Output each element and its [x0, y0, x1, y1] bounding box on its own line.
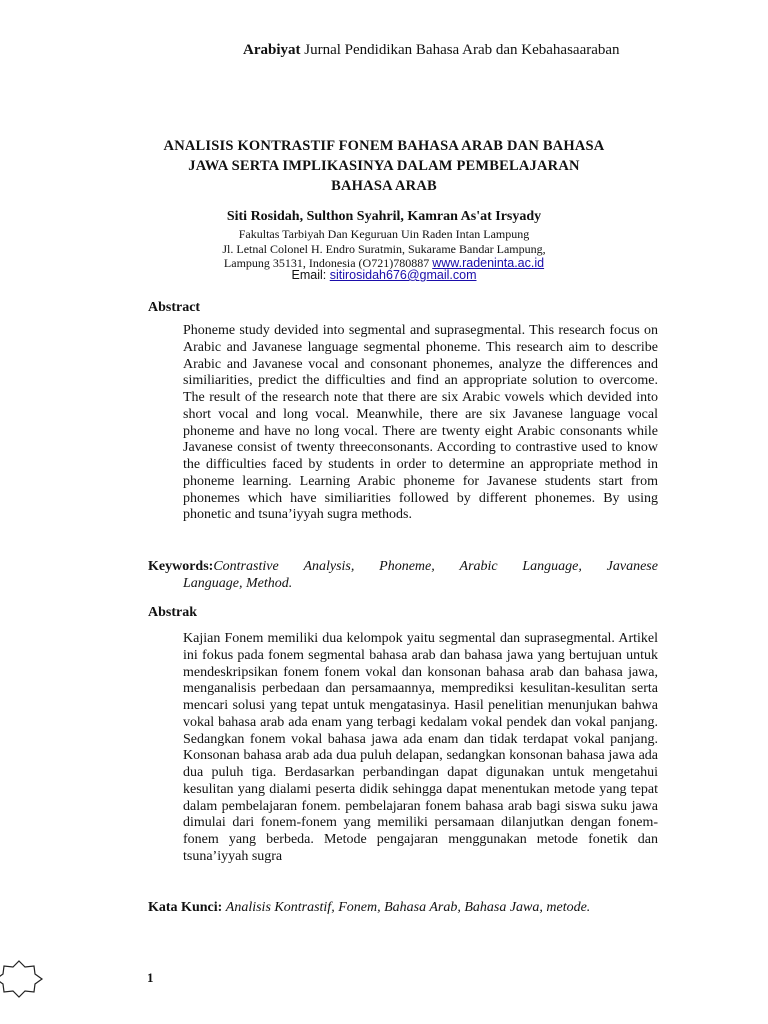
email-line [0, 268, 768, 282]
keywords [148, 559, 658, 593]
corner-ornament-icon [0, 958, 44, 1000]
affiliation-address: Lampung 35131, Indonesia (O721)780887 [223, 256, 430, 270]
abstract-heading: Abstract [148, 300, 201, 315]
affiliation-line: Fakultas Tarbiyah Dan Keguruan Uin Raden Intan Lampung [238, 227, 530, 241]
running-header [0, 42, 768, 59]
authors: Siti Rosidah, Sulthon Syahril, Kamran As'at Irsyady [226, 209, 542, 224]
kata-kunci-value: Analisis Kontrastif, Fonem, Bahasa Arab, Bahasa Jawa, metode. [225, 900, 591, 915]
keywords-line [148, 559, 658, 576]
abstrak-heading: Abstrak [148, 605, 198, 620]
keyword: Phoneme, [379, 559, 435, 574]
keywords-first [148, 559, 279, 576]
keyword: Analysis, [303, 559, 355, 574]
keyword: Javanese [606, 559, 658, 574]
title-line: BAHASA ARAB [331, 178, 437, 194]
kata-kunci-label: Kata Kunci: [148, 900, 223, 915]
email-label: Email: [291, 268, 327, 282]
keywords-label: Keywords: [148, 559, 214, 574]
keyword: Language, [522, 559, 582, 574]
abstrak-body: Kajian Fonem memiliki dua kelompok yaitu segmental dan suprasegmental. Artikel ini fokus pada fonem segmental bahasa arab dan bahasa jawa yang bertujuan untuk mendeskripsikan fonem fonem vokal dan konsonan bahasa arab dan bahasa jawa, menganalisis perbedaan dan persamaannya, memprediksi kesulitan-kesulitan serta mencari solusi yang tepat untuk mengatasinya. Hasil penelitian menunjukan bahwa vokal bahasa arab ada enam yang terbagi kedalam vokal pendek dan vokal panjang. Sedangkan fonem vokal bahasa jawa ada enam dan tidak terdapat vokal panjang. Konsonan bahasa arab ada dua puluh delapan, sedangkan konsonan bahasa jawa ada dua puluh tiga. Berdasarkan perbandingan dapat digunakan untuk mengetahui kesulitan yang dialami peserta didik sehingga dapat menentukan metode yang tepat dalam pembelajaran fonem. pembelajaran fonem bahasa arab bagi siswa suku jawa dimulai dari fonem-fonem yang memiliki persamaan dilanjutkan dengan fonem-fonem yang berbeda. Metode pengajaran menggunakan metode fonetik dan tsuna’iyyah sugra [183, 631, 658, 864]
email-link[interactable]: sitirosidah676@gmail.com [329, 268, 477, 282]
journal-name: Arabiyat [243, 42, 301, 58]
title-line: ANALISIS KONTRASTIF FONEM BAHASA ARAB DAN BAHASA [163, 138, 605, 154]
page-number: 1 [147, 970, 154, 985]
keyword: Arabic [459, 559, 498, 574]
paper-title [0, 136, 768, 196]
affiliation-line: Jl. Letnal Colonel H. Endro Suratmin, Sukarame Bandar Lampung, [222, 242, 546, 256]
keywords-continuation: Language, Method. [183, 575, 293, 591]
website-link[interactable]: www.radeninta.ac.id [432, 256, 545, 270]
keyword: Contrastive [213, 559, 279, 574]
journal-subtitle: Jurnal Pendidikan Bahasa Arab dan Kebahasaaraban [304, 42, 620, 58]
kata-kunci [148, 900, 590, 917]
title-line: JAWA SERTA IMPLIKASINYA DALAM PEMBELAJARAN [188, 158, 580, 174]
abstract-body: Phoneme study devided into segmental and suprasegmental. This research focus on Arabic and Javanese language segmental phoneme. This research aim to describe Arabic and Javanese vocal and consonant phonemes, analyze the differences and similiarities, predict the difficulties and find an appropriate solution to overcome. The result of the research note that there are six Arabic vowels which devided into short vocal and long vocal. Meanwhile, there are six Javanese language vocal phoneme and have no long vocal. There are twenty eight Arabic consonants while Javanese consist of twenty threeconsonants. According to contrastive used to know the difficulties faced by students in order to determine an appropriate method in phoneme learning. Learning Arabic phoneme for Javanese students start from phonemes which have similiarities followed by different phonemes. By using phonetic and tsuna’iyyah sugra methods. [183, 323, 658, 523]
